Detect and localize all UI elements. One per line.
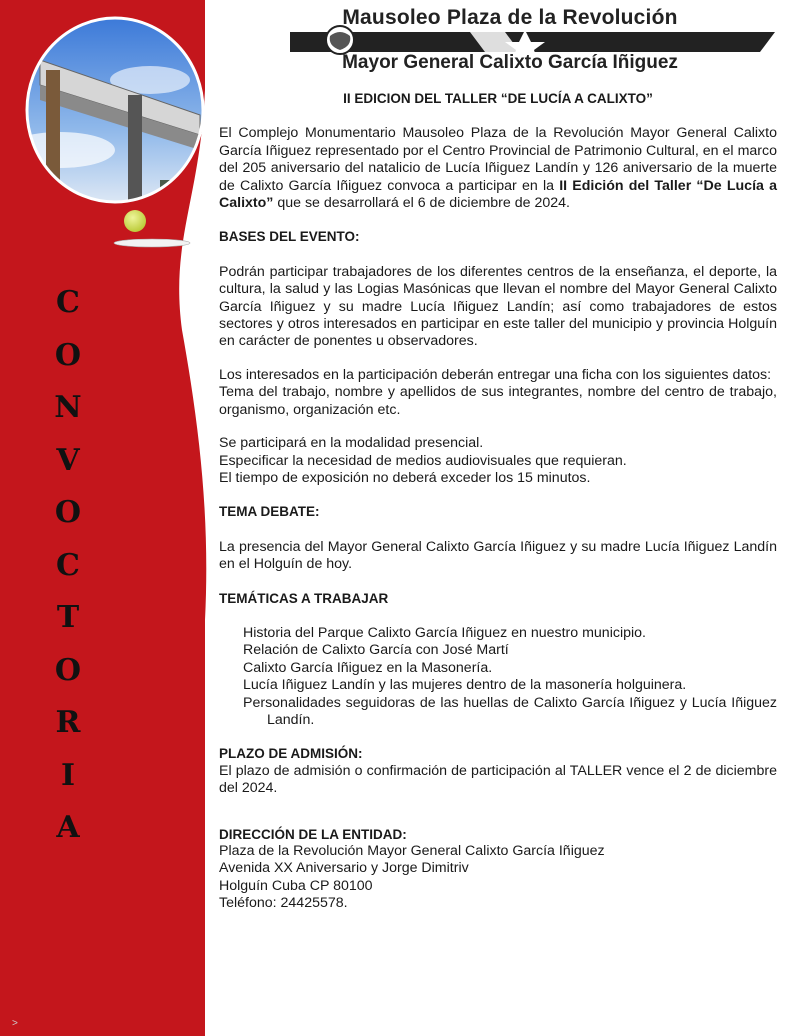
tematicas-list bbox=[219, 625, 777, 729]
intro-bold: II Edición del Taller “De Lucía a Calixto” bbox=[219, 177, 778, 212]
plazo-paragraph: El plazo de admisión o confirmación de participación al TALLER vence el 2 de diciembre del 2024. bbox=[219, 762, 777, 797]
list-item: Historia del Parque Calixto García Iñiguez en nuestro municipio. bbox=[243, 624, 646, 641]
vertical-letter: V bbox=[56, 442, 80, 478]
tematicas-heading: TEMÁTICAS A TRABAJAR bbox=[219, 590, 389, 606]
header-subtitle: Mayor General Calixto García Iñiguez bbox=[342, 52, 678, 73]
bases-paragraph: El tiempo de exposición no deberá exceder los 15 minutos. bbox=[219, 469, 591, 486]
vertical-letter: R bbox=[55, 705, 81, 740]
header-title: Mausoleo Plaza de la Revolución bbox=[342, 6, 678, 29]
address-line: Plaza de la Revolución Mayor General Calixto García Iñiguez bbox=[219, 843, 605, 859]
bases-paragraph: Especificar la necesidad de medios audiovisuales que requieran. bbox=[219, 452, 627, 469]
list-item: Calixto García Iñiguez en la Masonería. bbox=[243, 659, 493, 676]
document-title: II EDICION DEL TALLER “DE LUCÍA A CALIXTO” bbox=[343, 91, 653, 106]
green-dot bbox=[124, 210, 146, 232]
bases-paragraph: Los interesados en la participación deberán entregar una ficha con los siguientes datos: bbox=[219, 366, 772, 383]
plazo-heading: PLAZO DE ADMISIÓN: bbox=[219, 746, 363, 762]
list-item: Lucía Iñiguez Landín y las mujeres dentro de la masonería holguinera. bbox=[243, 677, 687, 694]
vertical-letter: C bbox=[56, 285, 80, 320]
vertical-letter: A bbox=[56, 810, 80, 845]
address-line: Avenida XX Aniversario y Jorge Dimitriv bbox=[219, 860, 469, 877]
bases-heading: BASES DEL EVENTO: bbox=[219, 229, 360, 245]
intro-text: El Complejo Monumentario Mausoleo Plaza de la Revolución Mayor General Calixto García Iñiguez representado por el Centro Provincial de Patrimonio Cultural, en el marco del 205 aniversario del natalicio de Lucía Iñiguez Landín y 126 aniversario de la muerte de Calixto García Iñiguez convoca a participar en la bbox=[219, 125, 777, 194]
vertical-letter: C bbox=[56, 547, 80, 583]
vertical-letter: T bbox=[56, 600, 80, 635]
direccion-heading: DIRECCIÓN DE LA ENTIDAD: bbox=[219, 826, 407, 842]
header bbox=[240, 4, 780, 78]
vertical-letter: I bbox=[60, 757, 76, 793]
intro-paragraph bbox=[219, 125, 777, 212]
bases-paragraph: Podrán participar trabajadores de los diferentes centros de la enseñanza, el deporte, la cultura, la salud y las Logias Masónicas que llevan el nombre del Mayor General Calixto García Iñiguez y su madre Lucía Iñiguez Landín; así como trabajadores de estos sectores y otros interesados en participar en este taller del municipio y provincia Holguín en carácter de ponentes u observadores. bbox=[219, 263, 777, 350]
bases-paragraph: Se participará en la modalidad presencial. bbox=[219, 435, 484, 452]
dot-shadow bbox=[114, 239, 190, 247]
intro-text-end: que se desarrollará el 6 de diciembre de 2024. bbox=[273, 195, 570, 212]
corner-mark: > bbox=[12, 1018, 18, 1029]
vertical-letter: O bbox=[54, 495, 82, 530]
vertical-letter: O bbox=[54, 337, 82, 373]
tema-paragraph: La presencia del Mayor General Calixto García Iñiguez y su madre Lucía Iñiguez Landín en el Holguín de hoy. bbox=[219, 538, 777, 573]
list-item: Personalidades seguidoras de las huellas de Calixto García Iñiguez y Lucía Iñiguez Landín. bbox=[243, 694, 777, 728]
address-line: Holguín Cuba CP 80100 bbox=[219, 877, 373, 894]
list-item: Relación de Calixto García con José Martí bbox=[243, 642, 509, 659]
address-line: Teléfono: 24425578. bbox=[219, 895, 348, 912]
vertical-word bbox=[48, 285, 88, 863]
tema-heading: TEMA DEBATE: bbox=[219, 504, 320, 520]
document-body bbox=[219, 90, 777, 913]
bases-paragraph: Tema del trabajo, nombre y apellidos de sus integrantes, nombre del centro de trabajo, organismo, organización etc. bbox=[219, 384, 777, 418]
vertical-letter: N bbox=[54, 390, 82, 425]
address-block bbox=[219, 843, 777, 913]
vertical-letter: O bbox=[54, 652, 82, 688]
